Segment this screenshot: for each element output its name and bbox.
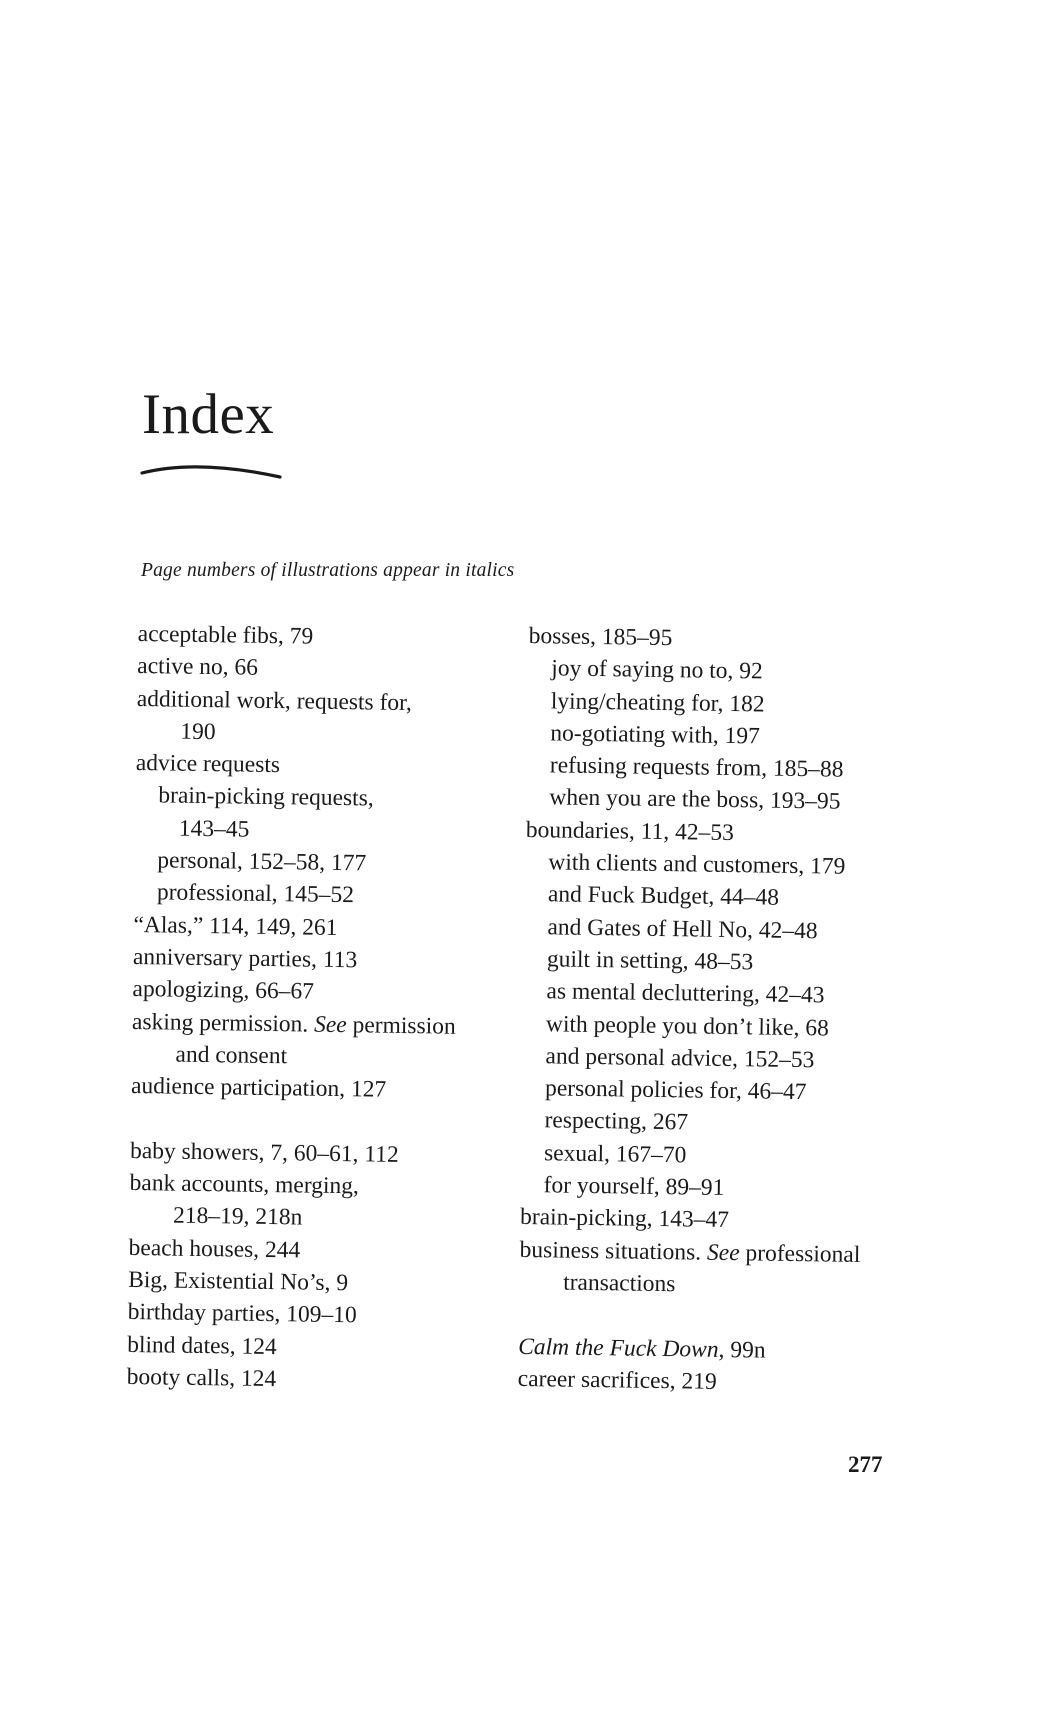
index-subentry bbox=[525, 878, 866, 915]
index-entry-continuation bbox=[129, 1199, 453, 1236]
index-subentry bbox=[528, 652, 869, 689]
title-underline-rule bbox=[138, 458, 288, 484]
entry-text: baby showers, 7, 60–61, 112 bbox=[129, 1137, 399, 1168]
entry-text: beach houses, 244 bbox=[128, 1234, 301, 1264]
index-subentry bbox=[523, 1008, 864, 1045]
entry-text: asking permission. bbox=[131, 1008, 315, 1038]
see-reference-target: permission bbox=[346, 1011, 456, 1040]
entry-text: additional work, requests for, bbox=[136, 685, 413, 716]
index-entry bbox=[127, 1328, 451, 1365]
index-subentry bbox=[521, 1104, 862, 1141]
index-entry bbox=[520, 1201, 861, 1238]
index-subentry bbox=[134, 876, 458, 913]
index-entry bbox=[132, 1006, 456, 1043]
index-entry bbox=[518, 1330, 859, 1367]
index-subentry bbox=[525, 846, 866, 883]
entry-text: and consent bbox=[175, 1041, 288, 1070]
index-note: Page numbers of illustrations appear in italics bbox=[141, 560, 515, 581]
see-reference-label: See bbox=[706, 1239, 740, 1266]
index-subentry bbox=[520, 1169, 861, 1206]
index-entry bbox=[526, 814, 867, 851]
index-subentry bbox=[528, 685, 869, 722]
entry-gap bbox=[518, 1298, 859, 1335]
entry-text: 143–45 bbox=[178, 815, 250, 843]
index-entry bbox=[127, 1296, 451, 1333]
index-entry bbox=[128, 1264, 452, 1301]
index-entry bbox=[133, 909, 457, 946]
index-subentry bbox=[523, 975, 864, 1012]
page-title: Index bbox=[142, 383, 275, 446]
index-entry-continuation bbox=[135, 812, 459, 849]
index-entry-continuation bbox=[519, 1266, 860, 1303]
entry-text: with clients and customers, 179 bbox=[548, 849, 846, 880]
entry-text: 218–19, 218n bbox=[172, 1202, 303, 1231]
index-entry bbox=[518, 1363, 859, 1400]
index-entry bbox=[129, 1167, 453, 1204]
entry-text: acceptable fibs, 79 bbox=[137, 620, 314, 650]
entry-text: with people you don’t like, 68 bbox=[545, 1010, 830, 1042]
index-entry-continuation bbox=[131, 1038, 455, 1075]
entry-text: respecting, 267 bbox=[544, 1107, 689, 1136]
index-subentry bbox=[527, 749, 868, 786]
entry-text: as mental decluttering, 42–43 bbox=[546, 978, 825, 1009]
entry-text: no-gotiating with, 197 bbox=[550, 720, 761, 750]
index-entry bbox=[529, 620, 870, 657]
index-entry bbox=[132, 973, 456, 1010]
entry-text: joy of saying no to, 92 bbox=[551, 655, 763, 685]
entry-text: brain-picking requests, bbox=[158, 782, 374, 812]
index-subentry bbox=[524, 911, 865, 948]
entry-text: business situations. bbox=[519, 1236, 708, 1266]
entry-text: personal, 152–58, 177 bbox=[157, 847, 367, 877]
entry-text: 190 bbox=[180, 718, 216, 746]
entry-text: and Fuck Budget, 44–48 bbox=[547, 881, 780, 912]
see-reference-label: See bbox=[313, 1011, 347, 1038]
entry-text: for yourself, 89–91 bbox=[543, 1172, 725, 1202]
index-entry bbox=[137, 683, 461, 720]
see-reference-target: professional bbox=[739, 1239, 861, 1268]
entry-text: bank accounts, merging, bbox=[129, 1169, 360, 1200]
index-entry bbox=[136, 747, 460, 784]
entry-text: brain-picking, 143–47 bbox=[519, 1204, 730, 1234]
index-entry bbox=[131, 1070, 455, 1107]
index-entry bbox=[138, 618, 462, 655]
entry-text: Big, Existential No’s, 9 bbox=[127, 1266, 349, 1297]
index-subentry bbox=[135, 779, 459, 816]
entry-text: blind dates, 124 bbox=[127, 1331, 277, 1360]
index-subentry bbox=[526, 781, 867, 818]
page-number: 277 bbox=[848, 1452, 883, 1477]
entry-title-italic: Calm the Fuck Down bbox=[518, 1333, 719, 1363]
entry-text: birthday parties, 109–10 bbox=[127, 1299, 357, 1329]
index-subentry bbox=[524, 943, 865, 980]
index-subentry bbox=[134, 844, 458, 881]
index-entry bbox=[519, 1234, 860, 1271]
entry-text: advice requests bbox=[135, 750, 281, 779]
index-entry bbox=[133, 941, 457, 978]
entry-text: personal policies for, 46–47 bbox=[544, 1075, 807, 1106]
entry-text: refusing requests from, 185–88 bbox=[549, 752, 844, 783]
index-subentry bbox=[522, 1040, 863, 1077]
index-entry bbox=[130, 1135, 454, 1172]
entry-text: audience participation, 127 bbox=[130, 1073, 387, 1103]
entry-text: and Gates of Hell No, 42–48 bbox=[547, 913, 818, 944]
entry-gap bbox=[130, 1102, 454, 1139]
entry-text: apologizing, 66–67 bbox=[132, 976, 315, 1005]
entry-text: and personal advice, 152–53 bbox=[545, 1043, 815, 1074]
entry-text: boundaries, 11, 42–53 bbox=[525, 816, 735, 846]
index-entry-continuation bbox=[136, 715, 460, 752]
entry-text: lying/cheating for, 182 bbox=[550, 687, 765, 718]
entry-text: active no, 66 bbox=[137, 653, 259, 682]
entry-text: sexual, 167–70 bbox=[543, 1140, 687, 1169]
entry-text: transactions bbox=[562, 1269, 676, 1298]
entry-text: when you are the boss, 193–95 bbox=[549, 784, 841, 816]
index-column-left bbox=[127, 618, 462, 1398]
index-subentry bbox=[522, 1072, 863, 1109]
index-entry bbox=[128, 1232, 452, 1269]
entry-text: professional, 145–52 bbox=[156, 879, 355, 909]
entry-text: booty calls, 124 bbox=[126, 1363, 277, 1392]
entry-text: , 99n bbox=[718, 1336, 766, 1364]
index-subentry bbox=[521, 1137, 862, 1174]
index-entry bbox=[127, 1361, 451, 1398]
entry-text: bosses, 185–95 bbox=[528, 622, 673, 652]
index-entry bbox=[137, 650, 461, 687]
index-subentry bbox=[527, 717, 868, 754]
entry-text: guilt in setting, 48–53 bbox=[546, 946, 754, 976]
entry-text: career sacrifices, 219 bbox=[517, 1365, 717, 1395]
entry-text: “Alas,” 114, 149, 261 bbox=[133, 911, 338, 941]
entry-text: anniversary parties, 113 bbox=[132, 943, 358, 974]
index-column-right bbox=[518, 620, 870, 1400]
